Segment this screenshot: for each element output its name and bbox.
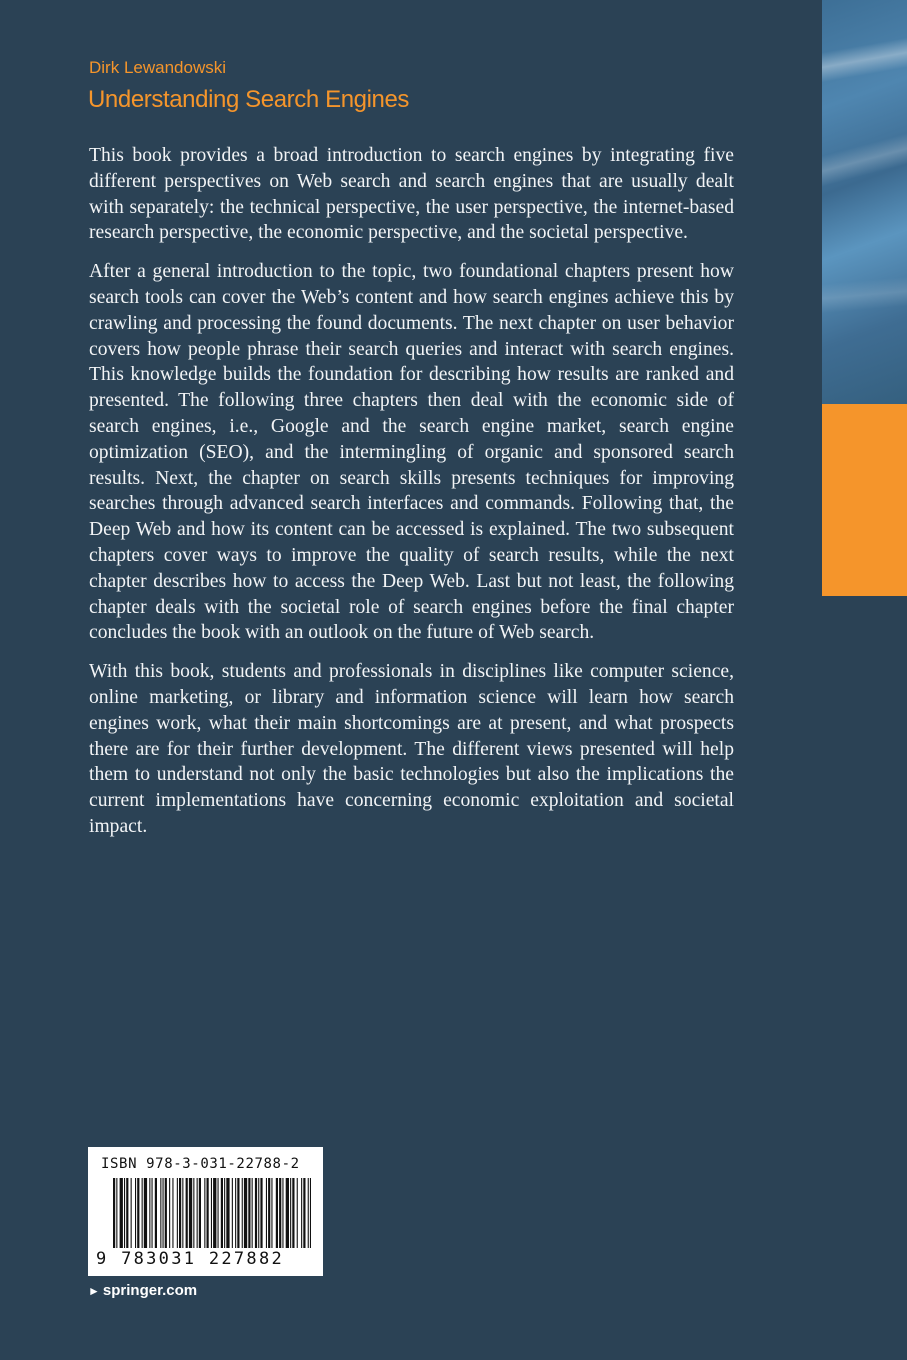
publisher-link[interactable]	[88, 1282, 197, 1299]
light-wave-decoration	[822, 30, 907, 90]
triangle-right-icon: ►	[88, 1284, 100, 1298]
barcode-bars	[113, 1178, 311, 1248]
barcode-digits: 9 783031 227882	[96, 1249, 285, 1269]
author-name: Dirk Lewandowski	[89, 58, 226, 77]
book-title: Understanding Search Engines	[88, 86, 410, 113]
light-wave-decoration	[822, 250, 907, 340]
isbn-barcode	[88, 1147, 323, 1276]
blurb-paragraph-2: After a general introduction to the topic, two foundational chapters present how search tools can cover the Web’s content and how search engines achieve this by crawling and processing the found documents. The next chapter on user behavior covers how people phrase their search queries and interact with search engines. This knowledge builds the foundation for describing how results are ranked and presented. The following three chapters then deal with the economic side of search engines, i.e., Google and the search engine market, search engine optimization (SEO), and the intermingling of organic and sponsored search results. Next, the chapter on search skills presents techniques for improving searches through advanced search interfaces and commands. Following that, the Deep Web and how its content can be accessed is explained. The two subsequent chapters cover ways to improve the quality of search results, while the next chapter describes how to access the Deep Web. Last but not least, the following chapter deals with the societal role of search engines before the final chapter concludes the book with an outlook on the future of Web search.	[89, 261, 734, 644]
publisher-name: springer.com	[102, 1282, 198, 1299]
blurb-paragraph-3: With this book, students and professionals in disciplines like computer science, online marketing, or library and information science will learn how search engines work, what their main shortcomings are at present, and what prospects there are for their further development. The different views presented will help them to understand not only the basic technologies but also the implications the current implementations have concerning economic exploitation and societal impact.	[89, 661, 734, 837]
blurb	[89, 143, 734, 853]
light-wave-decoration	[822, 120, 907, 200]
isbn-label: ISBN 978-3-031-22788-2	[101, 1156, 300, 1172]
cover-decorative-strip	[822, 0, 907, 404]
orange-accent-band	[822, 404, 907, 596]
blurb-paragraph-1: This book provides a broad introduction to search engines by integrating five different perspectives on Web search and search engines that are usually dealt with separately: the technical perspective, the user perspective, the internet-based research perspective, the economic perspective, and the societal perspective.	[89, 145, 734, 244]
